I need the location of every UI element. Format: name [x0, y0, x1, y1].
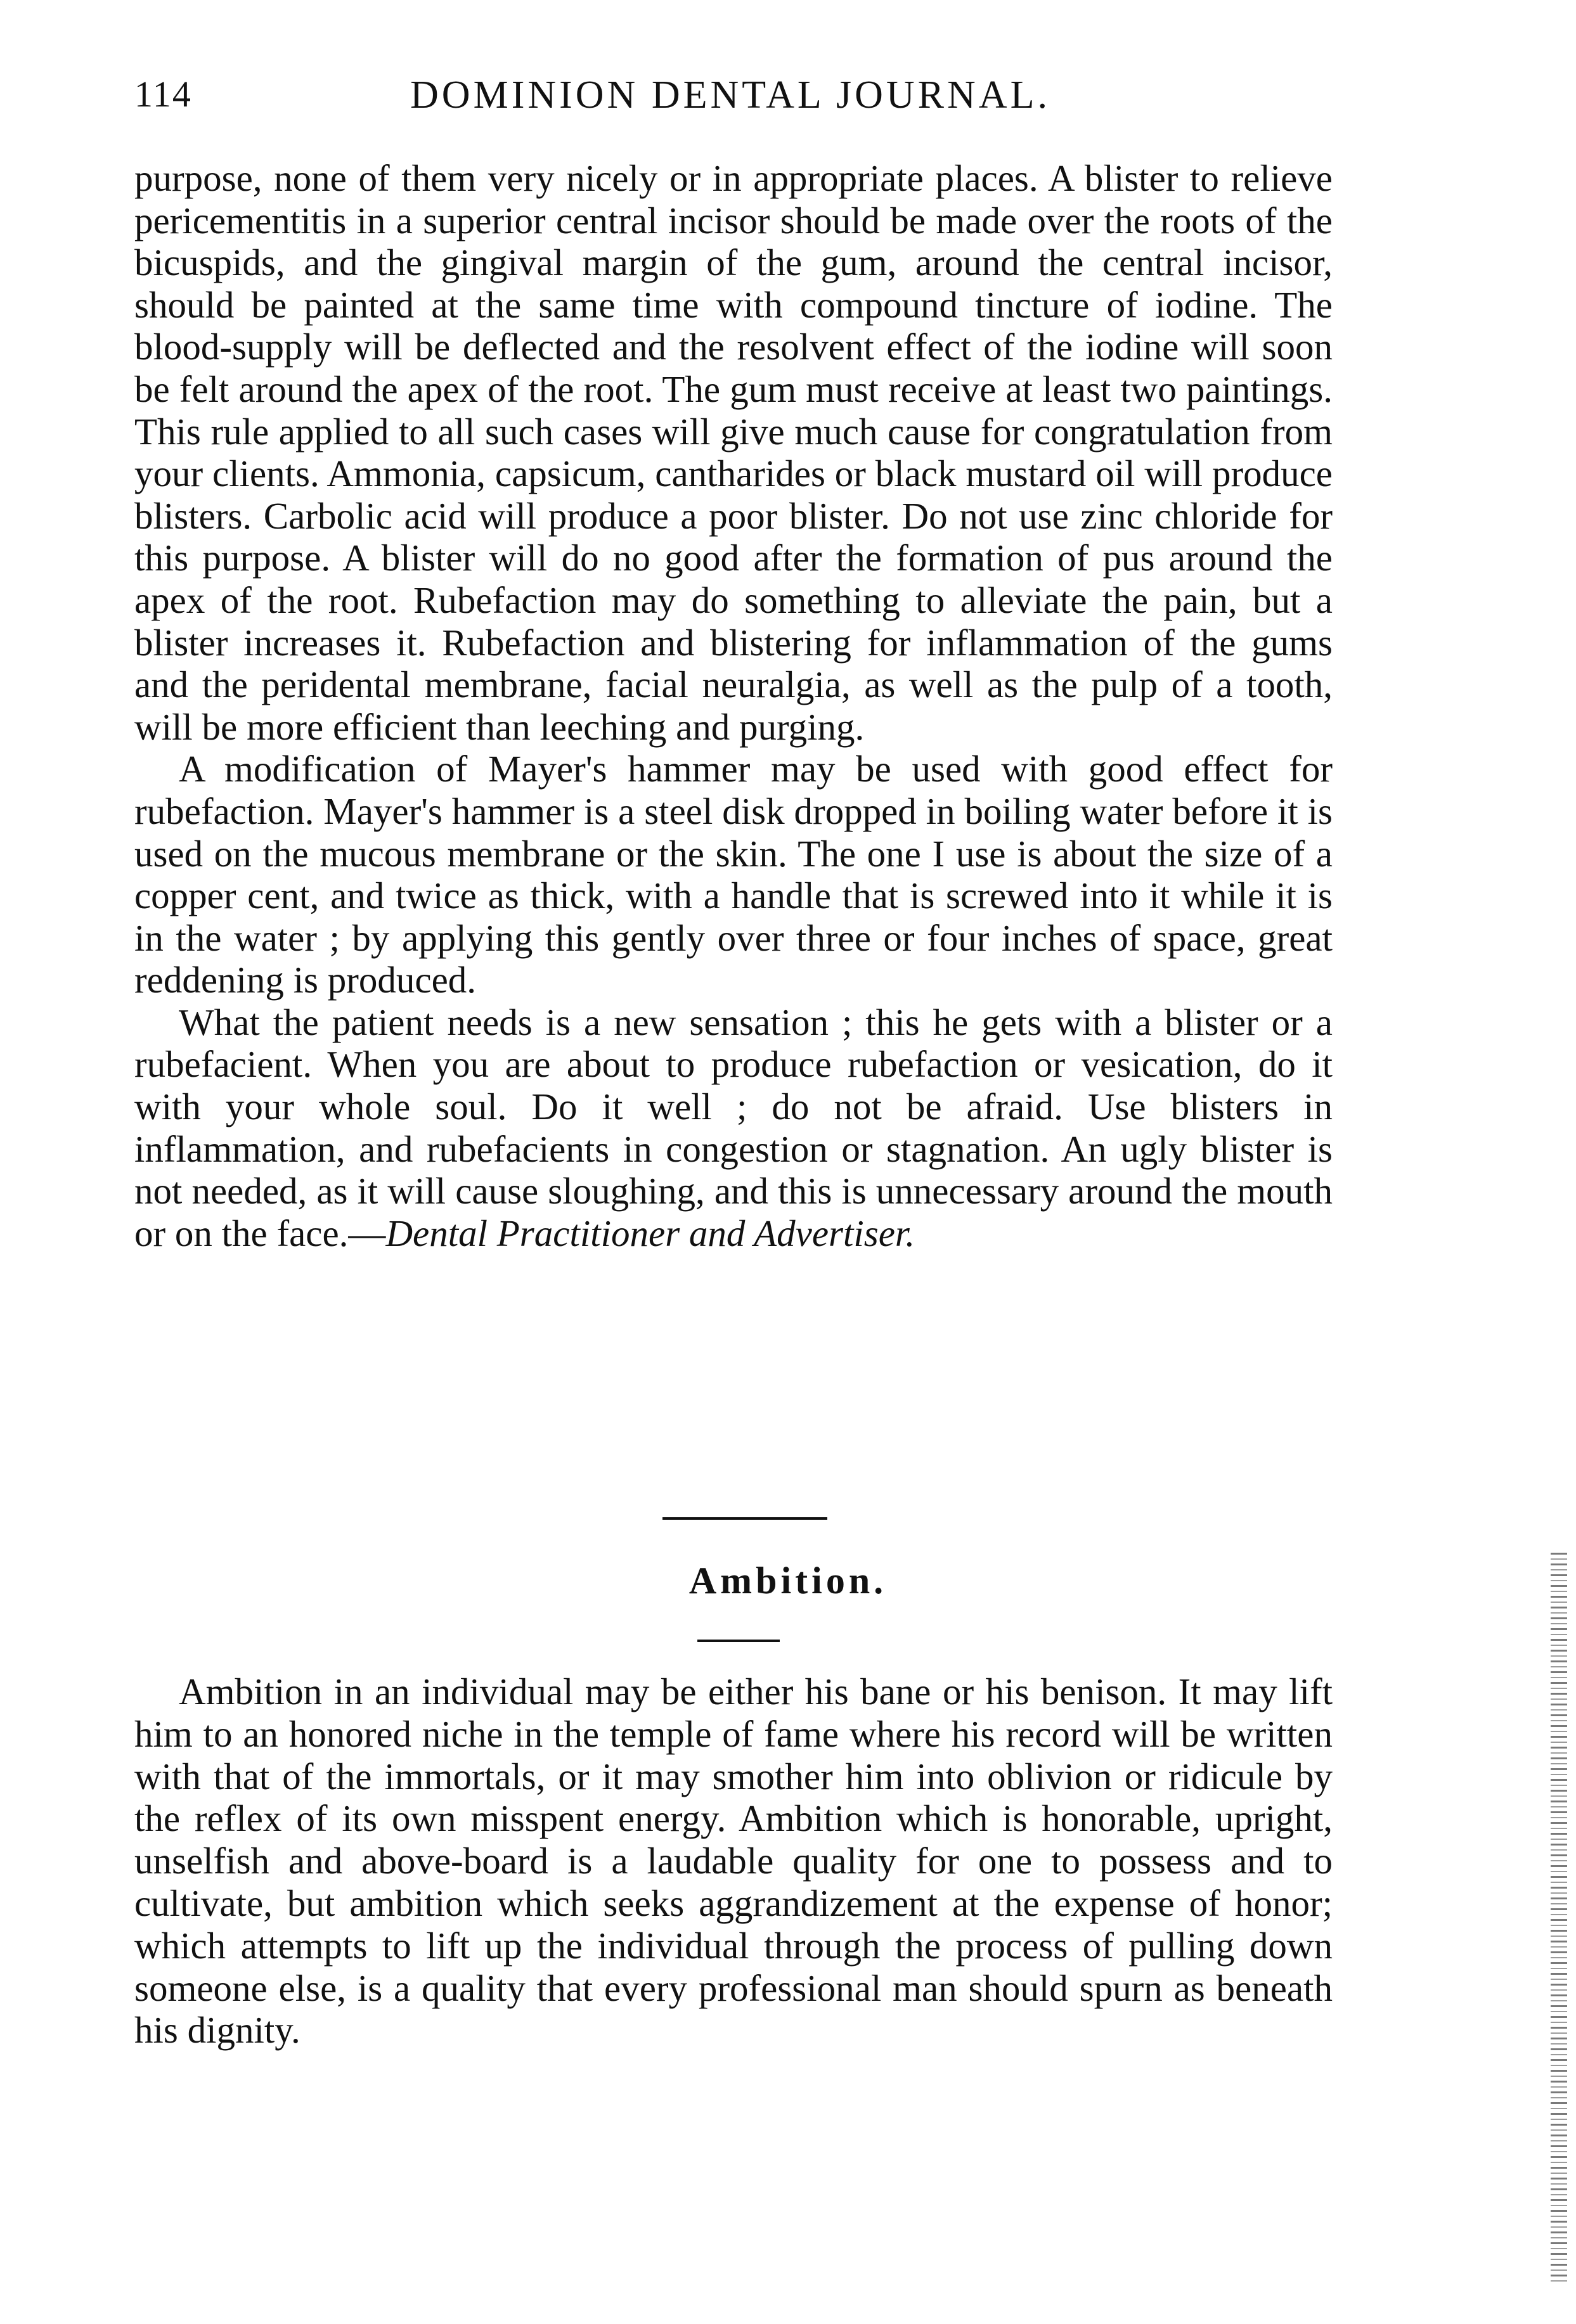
ambition-body: [134, 1671, 1333, 2051]
ambition-paragraph: Ambition in an individual may be either his bane or his benison. It may lift him to an honored niche in the temple of fame where his record will be written with that of the immortals, or it may smother him into oblivion or ridicule by the reflex of its own misspent energy. Ambition which is honorable, upright, unselfish and above-board is a laudable quality for one to possess and to cultivate, but ambition which seeks aggrandizement at the expense of honor; which attempts to lift up the individual through the process of pulling down someone else, is a quality that every professional man should spurn as beneath his dignity.: [134, 1671, 1333, 2051]
section-divider-top: [662, 1517, 827, 1520]
article-paragraph-mayers-hammer: A modification of Mayer's hammer may be used with good effect for rubefaction. Mayer's hammer is a steel disk dropped in boiling water before it is used on the mucous membrane or the skin. The one I use is about the size of a copper cent, and twice as thick, with a handle that is screwed into it while it is in the water ; by applying this gently over three or four inches of space, great reddening is produced.: [134, 748, 1333, 1001]
article-paragraph-sensation-text: What the patient needs is a new sensation ; this he gets with a blister or a rubefacient. When you are about to produce rubefaction or vesication, do it with your whole soul. Do it well ; do not be afraid. Use blisters in inflammation, and rubefacients in congestion or stagnation. An ugly blister is not needed, as it will cause sloughing, and this is unnecessary around the mouth or on the face.—: [134, 1001, 1333, 1254]
source-credit: Dental Practitioner and Advertiser.: [385, 1212, 915, 1254]
journal-title: DOMINION DENTAL JOURNAL.: [410, 74, 1050, 117]
scanned-page-edge: [1551, 1553, 1567, 2282]
article-paragraph-continued: purpose, none of them very nicely or in appropriate places. A blister to relieve pericementitis in a superior central incisor should be made over the roots of the bicuspids, and the gingival margin of the gum, around the central incisor, should be painted at the same time with compound tincture of iodine. The blood-supply will be deflected and the resolvent effect of the iodine will soon be felt around the apex of the root. The gum must receive at least two paintings. This rule applied to all such cases will give much cause for congratulation from your clients. Ammonia, capsicum, cantharides or black mustard oil will produce blisters. Carbolic acid will produce a poor blister. Do not use zinc chloride for this purpose. A blister will do no good after the formation of pus around the apex of the root. Rubefaction may do something to alleviate the pain, but a blister increases it. Rubefaction and blistering for inflammation of the gums and the peridental membrane, facial neuralgia, as well as the pulp of a tooth, will be more efficient than leeching and purging.: [134, 157, 1333, 748]
page-number: 114: [134, 74, 192, 115]
article-body: [134, 157, 1333, 1254]
running-head: [134, 60, 1326, 130]
section-heading: Ambition.: [688, 1560, 888, 1602]
section-divider-bottom: [697, 1640, 780, 1642]
article-paragraph-sensation: [134, 1001, 1333, 1255]
